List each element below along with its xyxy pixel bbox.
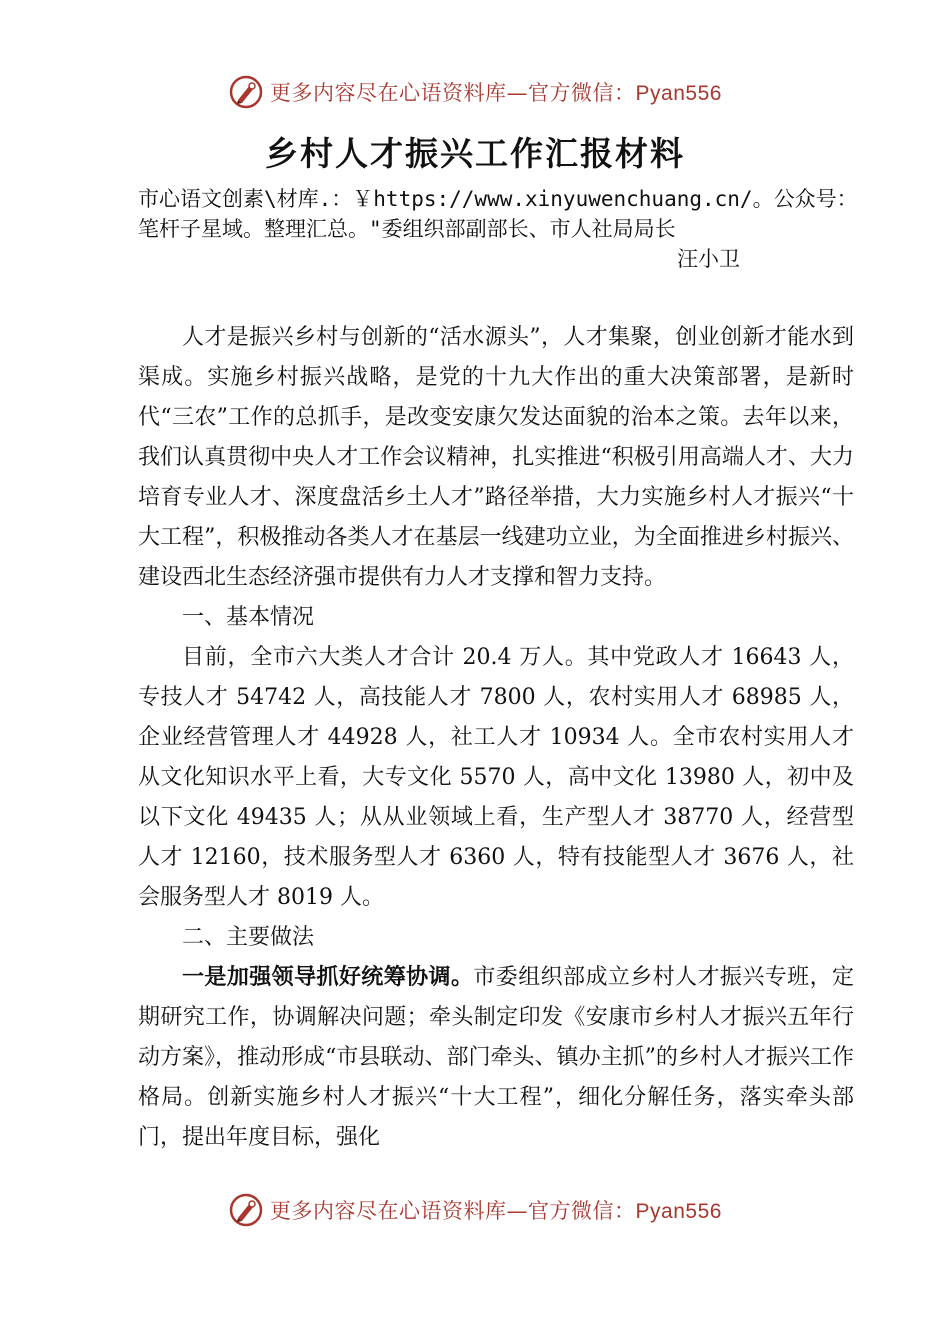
document-title: 乡村人才振兴工作汇报材料: [265, 134, 685, 173]
point-one-lead: 一是加强领导抓好统筹协调。: [182, 965, 474, 990]
intro-paragraph: 人才是振兴乡村与创新的“活水源头”，人才集聚，创业创新才能水到渠成。实施乡村振兴战略，是党的十九大作出的重大决策部署，是新时代“三农”工作的总抓手，是改变安康欠发达面貌的治本之策。去年以来，我们认真贯彻中央人才工作会议精神，扎实推进“积极引用高端人才、大力培育专业人才、深度盘活乡土人才”路径举措，大力实施乡村人才振兴“十大工程”，积极推动各类人才在基层一线建功立业，为全面推进乡村振兴、建设西北生态经济强市提供有力人才支撑和智力支持。: [138, 325, 854, 590]
document-body: [138, 318, 854, 1158]
header-banner: [0, 72, 950, 112]
byline-text: 市心语文创素\材库.：￥https://www.xinyuwenchuang.cn/。公众号：笔杆子星域。整理汇总。"委组织部副部长、市人社局局长: [138, 187, 858, 241]
point-one-paragraph: [138, 958, 854, 1158]
banner-text: 更多内容尽在心语资料库—官方微信：Pyan556: [270, 1199, 722, 1223]
banner-wechat-id: Pyan556: [635, 1200, 722, 1223]
banner-wechat-id: Pyan556: [635, 82, 722, 105]
author-name: 汪小卫: [677, 247, 740, 271]
footer-banner: [0, 1190, 950, 1230]
basic-situation-paragraph: 目前，全市六大类人才合计 20.4 万人。其中党政人才 16643 人，专技人才 54742 人，高技能人才 7800 人，农村实用人才 68985 人，企业经营管理人才 44928 人，社工人才 10934 人。全市农村实用人才从文化知识水平上看，大专文化 5570 人，高中文化 13980 人，初中及以下文化 49435 人；从从业领域上看，生产型人才 38770 人，经营型人才 12160，技术服务型人才 6360 人，特有技能型人才 3676 人，社会服务型人才 8019 人。: [138, 645, 854, 910]
section-heading-practices: 二、主要做法: [182, 925, 315, 950]
byline: [138, 184, 858, 274]
pen-in-circle-logo-icon: [228, 74, 264, 110]
banner-text: 更多内容尽在心语资料库—官方微信：Pyan556: [270, 81, 722, 105]
section-heading-basic: 一、基本情况: [182, 605, 315, 630]
pen-in-circle-logo-icon: [228, 1192, 264, 1228]
point-one-text: 市委组织部成立乡村人才振兴专班，定期研究工作，协调解决问题；牵头制定印发《安康市乡村人才振兴五年行动方案》，推动形成“市县联动、部门牵头、镇办主抓”的乡村人才振兴工作格局。创新实施乡村人才振兴“十大工程”，细化分解任务，落实牵头部门，提出年度目标，强化: [138, 965, 854, 1150]
